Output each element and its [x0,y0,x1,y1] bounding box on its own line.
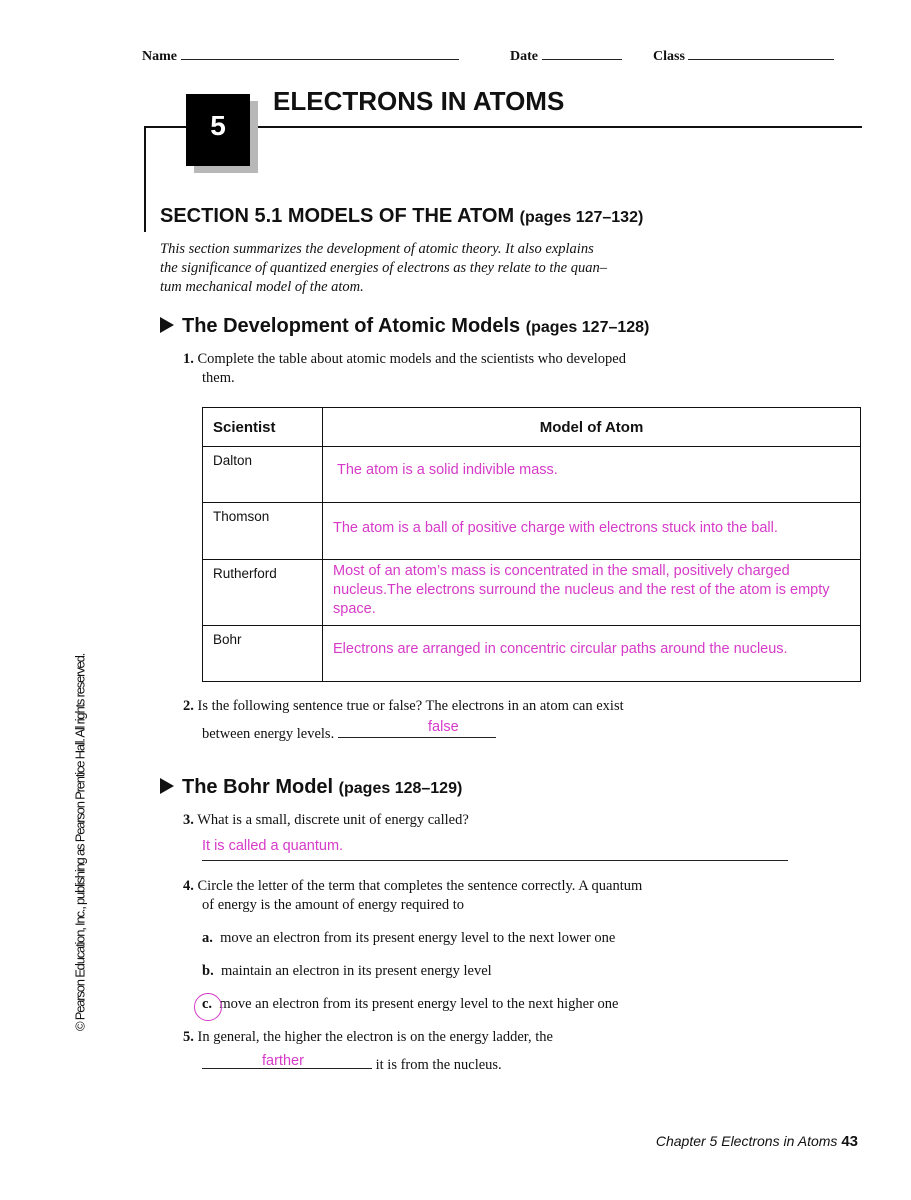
handwritten-answer: false [428,719,459,735]
model-cell[interactable] [323,560,861,626]
intro-line: tum mechanical model of the atom. [160,279,364,295]
question-text: What is a small, discrete unit of energy called? [197,812,469,828]
question-number: 4. [183,878,194,894]
option-letter: c. [202,996,213,1012]
subsection-pages: (pages 128–129) [338,780,463,797]
question-4 [183,877,703,915]
question-5-line2 [202,1056,502,1075]
header-scientist: Scientist [203,408,323,447]
class-blank[interactable] [688,47,834,60]
option-text: move an electron from its present energy level to the next higher one [219,996,619,1012]
answer-blank[interactable] [338,725,496,738]
scientist-cell: Thomson [203,503,323,560]
question-2 [183,697,703,716]
question-text: Is the following sentence true or false? The electrons in an atom can exist [197,698,624,714]
handwritten-answer: Electrons are arranged in concentric circular paths around the nucleus. [333,641,788,657]
subsection-pages: (pages 127–128) [525,319,650,336]
triangle-bullet-icon [160,317,174,333]
question-5 [183,1028,553,1047]
date-blank[interactable] [542,47,622,60]
question-3 [183,811,469,830]
scientist-cell: Dalton [203,447,323,503]
chapter-number-box [186,94,250,166]
question-number: 5. [183,1029,194,1045]
question-text-cont: it is from the nucleus. [375,1057,502,1073]
subsection-title: The Development of Atomic Models [182,315,521,337]
question-text-cont: them. [202,370,235,386]
model-cell[interactable] [323,503,861,560]
header-model: Model of Atom [323,408,861,447]
question-text-cont: between energy levels. [202,726,335,742]
footer-chapter: Chapter 5 Electrons in Atoms [655,1133,838,1149]
date-field[interactable] [510,47,622,65]
section-intro [160,240,660,297]
handwritten-answer: It is called a quantum. [202,838,344,854]
intro-line: This section summarizes the development of atomic theory. It also explains [160,241,594,257]
name-label: Name [142,49,177,64]
question-number: 2. [183,698,194,714]
section-title-text: SECTION 5.1 MODELS OF THE ATOM [160,205,515,227]
answer-line[interactable] [202,860,788,861]
chapter-number: 5 [210,110,226,141]
triangle-bullet-icon [160,778,174,794]
subsection-heading-atomic-models [160,315,649,338]
model-cell[interactable] [323,626,861,682]
subsection-title: The Bohr Model [182,776,334,798]
question-number: 3. [183,812,194,828]
table-row [203,560,861,626]
subsection-heading-bohr-model [160,776,462,799]
question-number: 1. [183,351,194,367]
model-cell[interactable] [323,447,861,503]
page-number: 43 [841,1133,858,1150]
option-text: move an electron from its present energy level to the next lower one [220,930,616,946]
chapter-rule-vertical [144,126,146,232]
class-field[interactable] [653,47,834,65]
chapter-title: ELECTRONS IN ATOMS [273,86,565,116]
option-letter: b. [202,963,214,979]
option-a[interactable] [202,929,615,948]
question-text: Complete the table about atomic models and the scientists who developed [197,351,626,367]
intro-line: the significance of quantized energies of electrons as they relate to the quan– [160,260,607,276]
table-row [203,503,861,560]
handwritten-answer: The atom is a ball of positive charge with electrons stuck into the ball. [333,520,778,536]
handwritten-answer: The atom is a solid indivible mass. [337,462,558,478]
scientist-cell: Rutherford [203,560,323,626]
copyright-notice: © Pearson Education, Inc., publishing as Pearson Prentice Hall. All rights reserved. [72,653,88,1032]
table-header-row [203,408,861,447]
question-1 [183,350,683,388]
date-label: Date [510,49,538,64]
question-text: In general, the higher the electron is on the energy ladder, the [197,1029,553,1045]
class-label: Class [653,49,685,64]
option-b[interactable] [202,962,492,981]
table-row [203,447,861,503]
name-field[interactable] [142,47,459,65]
option-text: maintain an electron in its present energy level [220,963,492,979]
section-title [160,205,643,228]
atomic-models-table [202,407,861,682]
scientist-cell: Bohr [203,626,323,682]
handwritten-answer: farther [262,1053,304,1069]
page-footer [600,1133,858,1150]
section-pages: (pages 127–132) [519,209,644,226]
handwritten-circle-icon [194,993,222,1021]
question-text: Circle the letter of the term that completes the sentence correctly. A quantum [197,878,643,894]
option-letter: a. [202,930,213,946]
name-blank[interactable] [181,47,459,60]
question-text-cont: of energy is the amount of energy required to [202,897,464,913]
option-c[interactable] [202,995,618,1014]
handwritten-answer: Most of an atom’s mass is concentrated in the small, positively charged nucleus.The electrons surround the nucleus and the rest of the atom is empty space. [333,563,830,617]
table-row [203,626,861,682]
